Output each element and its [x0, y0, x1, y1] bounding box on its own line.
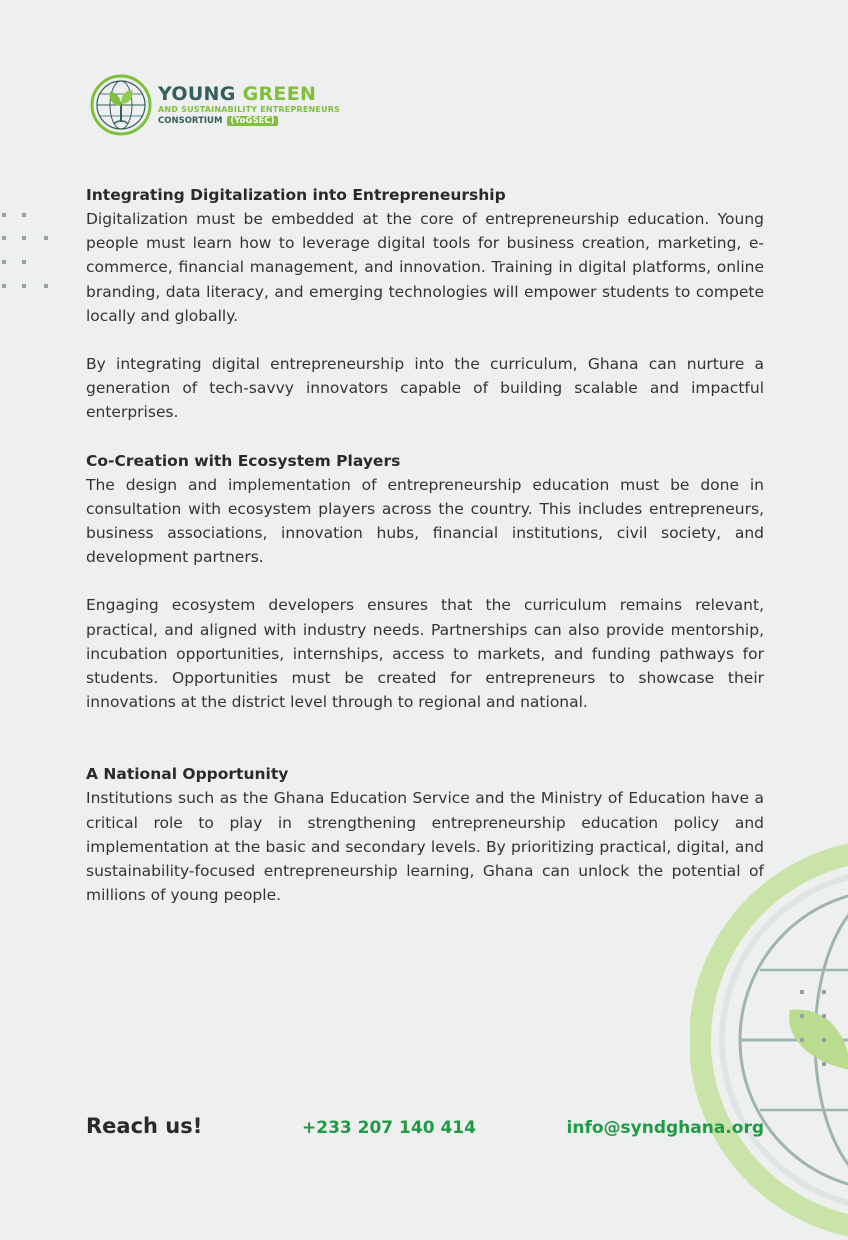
section-paragraph: The design and implementation of entrepreneurship education must be done in consultation with ecosystem players across the country. This includes entrepreneurs, business associations, innovation hubs, financial institutions, civil society, and development partners.: [86, 475, 764, 567]
brand-word-young: YOUNG: [158, 82, 236, 105]
section-paragraph: Engaging ecosystem developers ensures that the curriculum remains relevant, practical, and aligned with industry needs. Partnerships can also provide mentorship, incubation opportunities, internships, access to markets, and funding pathways for students. Opportunities must be created for entrepreneurs to showcase their innovations at the district level through to regional and national.: [86, 596, 764, 712]
section-co-creation: [86, 449, 764, 715]
dot-grid-right: [778, 988, 848, 1078]
phone-number: +233 207 140 414: [302, 1118, 476, 1138]
section-heading: Co-Creation with Ecosystem Players: [86, 451, 401, 470]
section-heading: Integrating Digitalization into Entrepreneurship: [86, 186, 506, 204]
email-address: info@syndghana.org: [566, 1118, 764, 1138]
brand-abbr-badge: (YoGSEC): [227, 116, 277, 126]
dot-grid-left: [0, 205, 60, 295]
brand-consortium: [158, 117, 340, 126]
brand-word-green: GREEN: [242, 82, 317, 105]
reach-us-label: Reach us!: [86, 1114, 203, 1138]
section-paragraph: Digitalization must be embedded at the core of entrepreneurship education. Young people must learn how to leverage digital tools for business creation, marketing, e-commerce, financial management, and innovation. Training in digital platforms, online branding, data literacy, and emerging technologies will empower students to compete locally and globally.: [86, 210, 764, 325]
section-paragraph: Institutions such as the Ghana Education Service and the Ministry of Education have a critical role to play in strengthening entrepreneurship education policy and implementation at the basic and secondary levels. By prioritizing practical, digital, and sustainability-focused entrepreneurship learning, Ghana can unlock the potential of millions of young people.: [86, 789, 764, 905]
brand-title: [158, 82, 340, 105]
article-body: [86, 183, 764, 907]
contact-footer: [86, 1114, 764, 1144]
section-national-opportunity: [86, 762, 764, 907]
brand-logo: [90, 74, 340, 136]
section-paragraph: By integrating digital entrepreneurship into the curriculum, Ghana can nurture a generation of tech-savvy innovators capable of building scalable and impactful enterprises.: [86, 355, 764, 422]
section-heading: A National Opportunity: [86, 765, 289, 784]
section-digitalization: [86, 183, 764, 425]
brand-subtitle: AND SUSTAINABILITY ENTREPRENEURS: [158, 104, 341, 114]
brand-consortium-label: CONSORTIUM: [158, 115, 223, 126]
globe-sprout-icon: [90, 74, 152, 136]
